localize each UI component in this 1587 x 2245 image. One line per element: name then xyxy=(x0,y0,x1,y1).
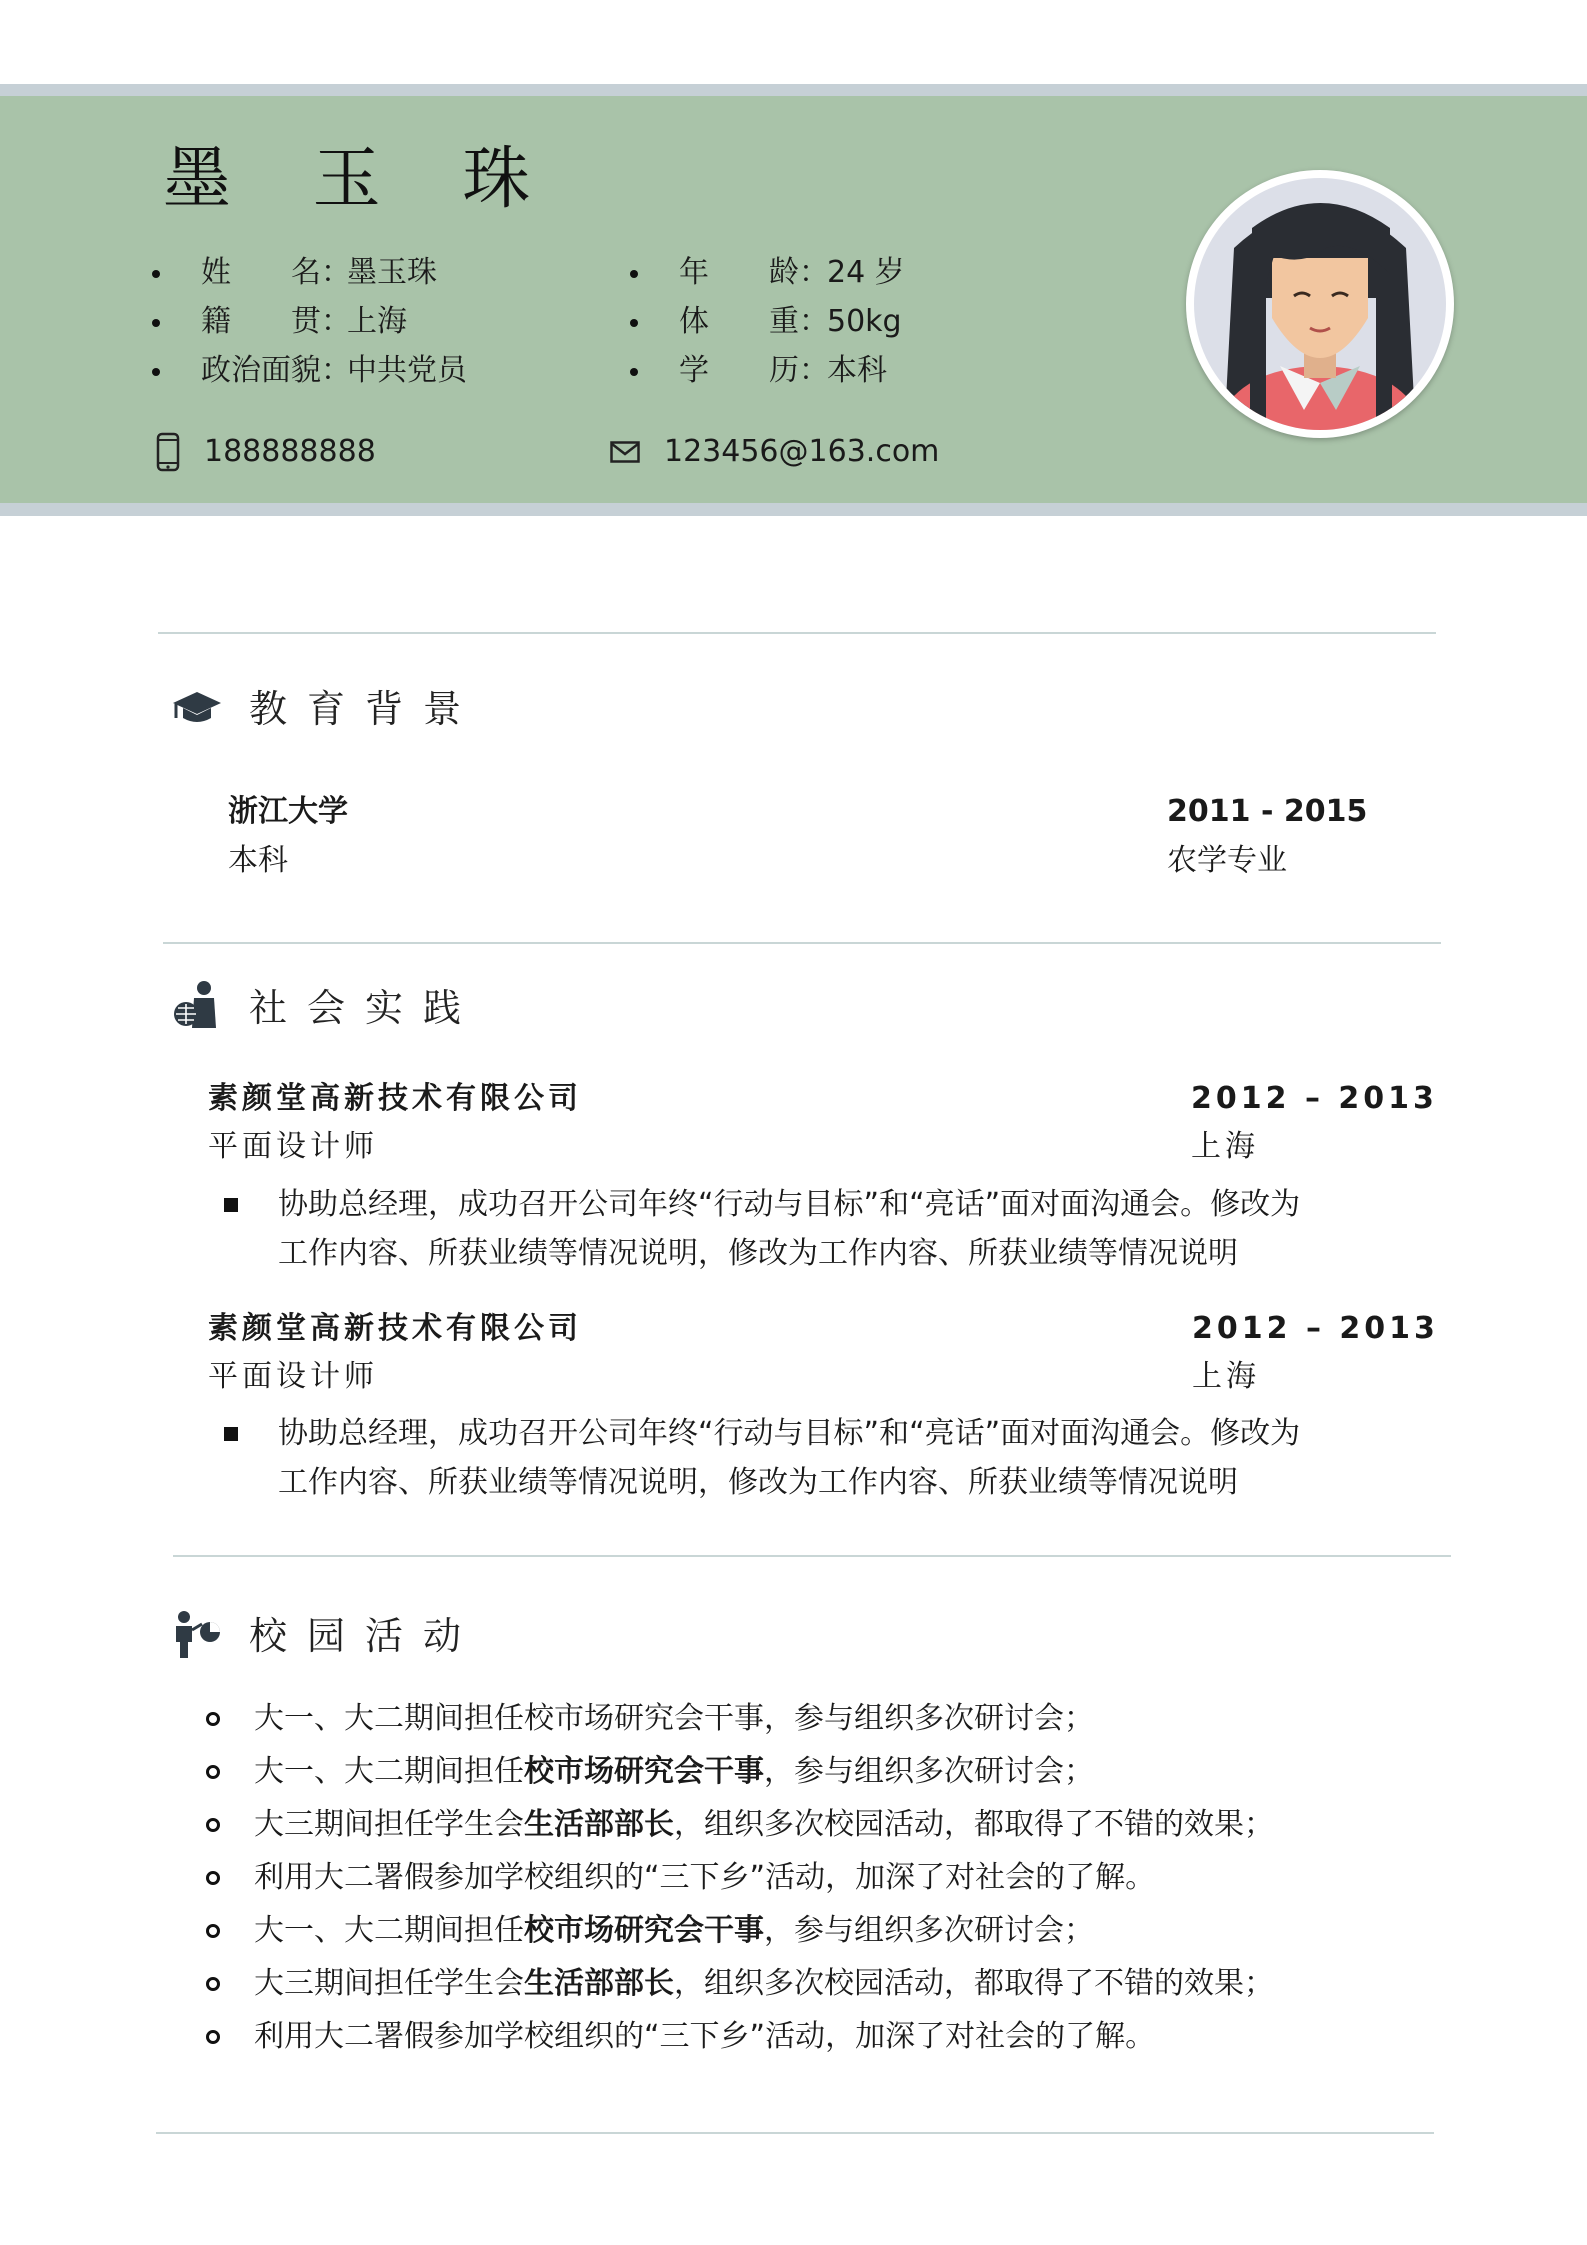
info-item-political-status: 政治面貌：中共党员 xyxy=(201,346,467,395)
personal-info-left xyxy=(201,248,467,395)
info-item-name: 姓 名：墨玉珠 xyxy=(201,248,467,297)
practice-location: 上海 xyxy=(1192,1359,1260,1394)
list-item: 大三期间担任学生会生活部部长，组织多次校园活动，都取得了不错的效果； xyxy=(254,1957,1274,2010)
graduation-cap-icon xyxy=(172,690,222,726)
practice-period: 2012 – 2013 xyxy=(1192,1311,1439,1346)
list-item: 利用大二署假参加学校组织的“三下乡”活动，加深了对社会的了解。 xyxy=(254,1851,1274,1904)
practice-company: 素颜堂高新技术有限公司 xyxy=(208,1081,582,1116)
list-item: 利用大二署假参加学校组织的“三下乡”活动，加深了对社会的了解。 xyxy=(254,2010,1274,2063)
avatar-illustration xyxy=(1194,178,1446,430)
list-item: 大一、大二期间担任校市场研究会干事，参与组织多次研讨会； xyxy=(254,1745,1274,1798)
info-item-hometown: 籍 贯：上海 xyxy=(201,297,467,346)
section-divider xyxy=(173,1555,1451,1557)
practice-company: 素颜堂高新技术有限公司 xyxy=(208,1311,582,1346)
practice-description: 工作内容、所获业绩等情况说明，修改为工作内容、所获业绩等情况说明 xyxy=(278,1236,1238,1271)
major: 农学专业 xyxy=(1167,843,1287,878)
candidate-name: 墨 玉 珠 xyxy=(163,140,561,219)
practice-period: 2012 – 2013 xyxy=(1191,1081,1438,1116)
practice-description: 协助总经理，成功召开公司年终“行动与目标”和“亮话”面对面沟通会。修改为 xyxy=(278,1187,1301,1222)
bullet-square xyxy=(224,1427,238,1441)
phone-number: 188888888 xyxy=(204,434,376,469)
email-address: 123456@163.com xyxy=(664,434,940,469)
education-period: 2011 - 2015 xyxy=(1167,794,1368,829)
personal-info-right xyxy=(679,248,905,395)
header-stripe-top xyxy=(0,84,1587,96)
info-item-age: 年 龄：24 岁 xyxy=(679,248,905,297)
section-title-campus: 校园活动 xyxy=(249,1614,482,1658)
school-name: 浙江大学 xyxy=(228,794,348,829)
section-divider xyxy=(156,2132,1434,2134)
presenter-chart-icon xyxy=(172,1610,222,1660)
info-item-weight: 体 重：50kg xyxy=(679,297,905,346)
section-title-practice: 社会实践 xyxy=(249,986,482,1030)
degree: 本科 xyxy=(228,843,288,878)
campus-activity-list xyxy=(254,1692,1274,2063)
header-stripe-bottom xyxy=(0,503,1587,516)
list-item: 大一、大二期间担任校市场研究会干事，参与组织多次研讨会； xyxy=(254,1904,1274,1957)
businessman-icon xyxy=(172,980,222,1030)
practice-role: 平面设计师 xyxy=(208,1359,378,1394)
section-divider xyxy=(158,632,1436,634)
list-item: 大三期间担任学生会生活部部长，组织多次校园活动，都取得了不错的效果； xyxy=(254,1798,1274,1851)
section-divider xyxy=(163,942,1441,944)
list-item: 大一、大二期间担任校市场研究会干事，参与组织多次研讨会； xyxy=(254,1692,1274,1745)
email-icon xyxy=(610,441,640,463)
info-item-education: 学 历：本科 xyxy=(679,346,905,395)
practice-description: 工作内容、所获业绩等情况说明，修改为工作内容、所获业绩等情况说明 xyxy=(278,1465,1238,1500)
practice-location: 上海 xyxy=(1191,1129,1259,1164)
section-title-education: 教育背景 xyxy=(249,687,482,731)
practice-description: 协助总经理，成功召开公司年终“行动与目标”和“亮话”面对面沟通会。修改为 xyxy=(278,1416,1301,1451)
phone-icon xyxy=(156,432,180,472)
bullet-square xyxy=(224,1198,238,1212)
avatar xyxy=(1186,170,1454,438)
practice-role: 平面设计师 xyxy=(208,1129,378,1164)
